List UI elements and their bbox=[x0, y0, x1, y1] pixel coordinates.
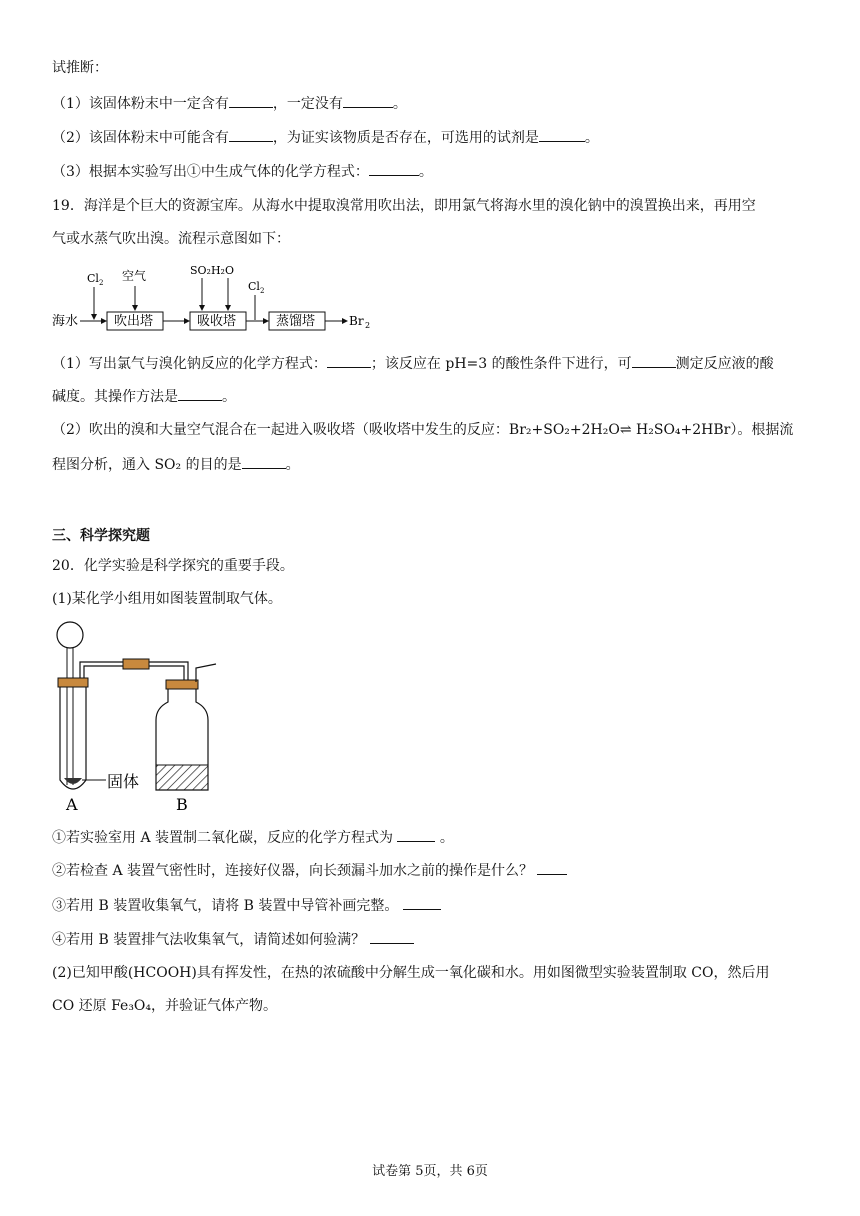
q18-p1-c: 。 bbox=[392, 96, 407, 112]
q19-part2-line1: （2）吹出的溴和大量空气混合在一起进入吸收塔（吸收塔中发生的反应：Br₂+SO₂+2H₂O⇌ H₂SO₄+2HBr）。根据流 bbox=[52, 422, 794, 438]
svg-text:2: 2 bbox=[260, 287, 265, 295]
q20-part1: (1)某化学小组用如图装置制取气体。 bbox=[52, 591, 282, 607]
q20-s1-a: ①若实验室用 A 装置制二氧化碳，反应的化学方程式为 bbox=[52, 830, 394, 846]
q20-s3: ③若用 B 装置收集氧气，请将 B 装置中导管补画完整。 bbox=[52, 898, 399, 914]
q18-p2-a: （2）该固体粉末中可能含有 bbox=[52, 130, 229, 146]
answer-blank[interactable] bbox=[537, 860, 567, 875]
q19-part1-line1 bbox=[52, 353, 774, 374]
bromine-flow-diagram bbox=[52, 262, 382, 337]
air-input-label: 空气 bbox=[122, 269, 147, 283]
q20-s2: ②若检查 A 装置气密性时，连接好仪器，向长颈漏斗加水之前的操作是什么？ bbox=[52, 863, 534, 879]
q20-part2-line2: CO 还原 Fe₃O₄，并验证气体产物。 bbox=[52, 998, 278, 1014]
q20-s4: ④若用 B 装置排气法收集氧气，请简述如何验满？ bbox=[52, 932, 366, 948]
q20-title: 20．化学实验是科学探究的重要手段。 bbox=[52, 558, 294, 574]
q18-p1-b: ，一定没有 bbox=[272, 96, 343, 112]
q20-sub4 bbox=[52, 929, 414, 950]
funnel-bowl bbox=[57, 622, 83, 648]
q19-p1-d: 碱度。其操作方法是 bbox=[52, 389, 178, 405]
q19-p1-e: 。 bbox=[222, 389, 236, 405]
answer-blank[interactable] bbox=[229, 93, 273, 108]
q18-p2-c: 。 bbox=[584, 130, 599, 146]
answer-blank[interactable] bbox=[229, 127, 273, 142]
rubber-connector bbox=[123, 659, 149, 669]
answer-blank[interactable] bbox=[397, 827, 435, 842]
absorption-tower-label: 吸收塔 bbox=[197, 314, 237, 329]
q19-line1: 19．海洋是个巨大的资源宝库。从海水中提取溴常用吹出法，即用氯气将海水里的溴化钠中的溴置换出来，再用空 bbox=[52, 198, 756, 214]
answer-blank[interactable] bbox=[242, 454, 286, 469]
q18-p1-a: （1）该固体粉末中一定含有 bbox=[52, 96, 229, 112]
q19-line2: 气或水蒸气吹出溴。流程示意图如下： bbox=[52, 231, 290, 247]
q20-s1-b: 。 bbox=[439, 830, 454, 846]
q19-p1-c: 测定反应液的酸 bbox=[675, 356, 774, 372]
q18-p3-a: （3）根据本实验写出①中生成气体的化学方程式： bbox=[52, 164, 369, 180]
answer-blank[interactable] bbox=[178, 386, 222, 401]
q20-sub3 bbox=[52, 895, 441, 916]
q18-part3 bbox=[52, 161, 433, 182]
answer-blank[interactable] bbox=[370, 929, 414, 944]
q20-part2-line1: (2)已知甲酸(HCOOH)具有挥发性，在热的浓硫酸中分解生成一氧化碳和水。用如图微型实验装置制取 CO，然后用 bbox=[52, 965, 770, 981]
page-footer: 试卷第 5页，共 6页 bbox=[372, 1164, 488, 1179]
q18-p2-b: ，为证实该物质是否存在，可选用的试剂是 bbox=[272, 130, 539, 146]
label-a: A bbox=[66, 795, 78, 814]
label-b: B bbox=[176, 795, 188, 814]
intro-text: 试推断： bbox=[52, 60, 108, 76]
q19-part2-line2 bbox=[52, 454, 300, 475]
q19-p1-a: （1）写出氯气与溴化钠反应的化学方程式： bbox=[52, 356, 327, 372]
answer-blank[interactable] bbox=[632, 353, 676, 368]
answer-blank[interactable] bbox=[369, 161, 419, 176]
q19-p2-c: 。 bbox=[285, 457, 300, 473]
answer-blank[interactable] bbox=[343, 93, 393, 108]
q19-p1-b: ；该反应在 pH=3 的酸性条件下进行，可 bbox=[370, 356, 632, 372]
blow-out-tower-label: 吹出塔 bbox=[114, 314, 154, 329]
cl2-input-label-2: Cl bbox=[248, 280, 260, 293]
stopper-b bbox=[166, 680, 198, 689]
q18-part1 bbox=[52, 93, 407, 114]
distillation-tower-label: 蒸馏塔 bbox=[276, 314, 316, 329]
gas-apparatus-figure bbox=[48, 620, 238, 815]
answer-blank[interactable] bbox=[327, 353, 371, 368]
q18-part2 bbox=[52, 127, 599, 148]
q20-sub2 bbox=[52, 860, 567, 881]
answer-blank[interactable] bbox=[539, 127, 585, 142]
svg-text:2: 2 bbox=[99, 279, 104, 287]
q19-part1-line2 bbox=[52, 386, 236, 407]
so2-h2o-input-label: SO₂H₂O bbox=[190, 264, 234, 277]
section-3-heading: 三、科学探究题 bbox=[52, 528, 150, 544]
q18-p3-c: 。 bbox=[418, 164, 433, 180]
answer-blank[interactable] bbox=[403, 895, 441, 910]
seawater-label: 海水 bbox=[52, 314, 79, 329]
q19-p2-b: 程图分析，通入 SO₂ 的目的是 bbox=[52, 457, 242, 473]
br2-product-label: Br bbox=[349, 314, 364, 328]
solid-label: 固体 bbox=[107, 772, 140, 791]
stopper-a bbox=[58, 678, 88, 687]
q20-sub1 bbox=[52, 827, 454, 848]
cl2-input-label-1: Cl bbox=[87, 272, 99, 285]
svg-text:2: 2 bbox=[365, 321, 371, 330]
